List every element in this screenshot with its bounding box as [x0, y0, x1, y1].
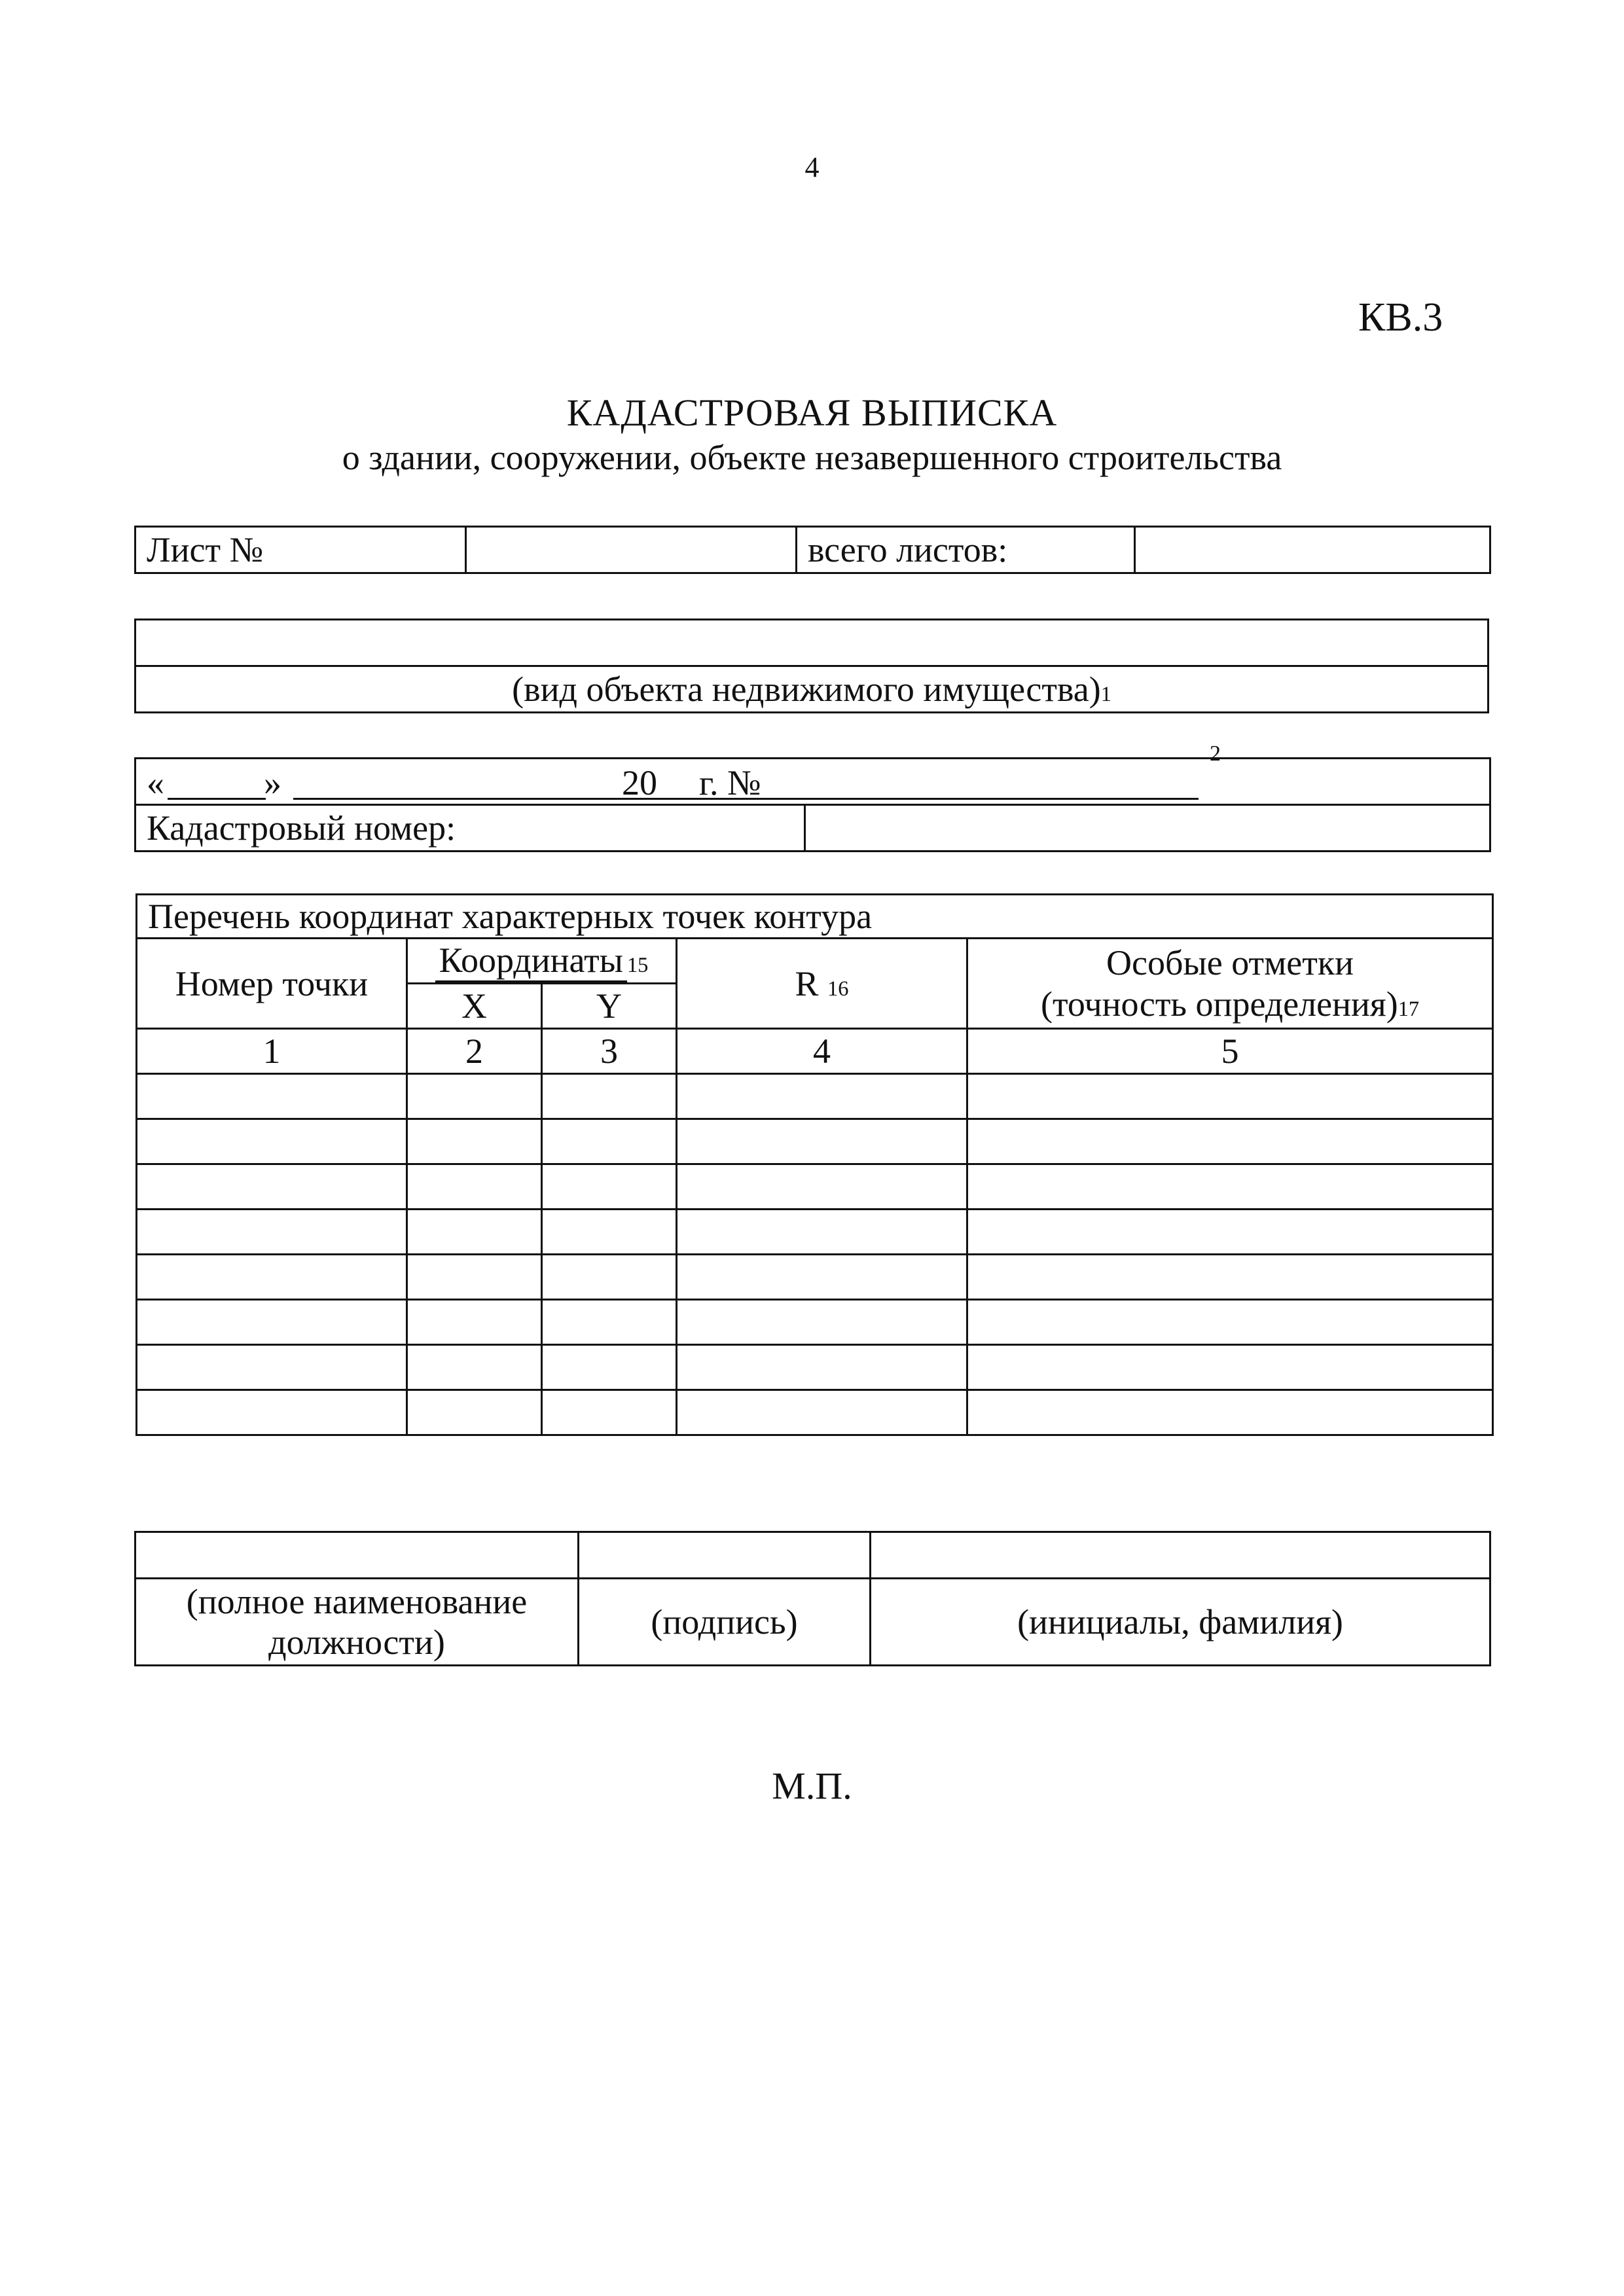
- document-subtitle: о здании, сооружении, объекте незавершенного строительства: [342, 438, 1282, 477]
- table-cell: [407, 1119, 542, 1164]
- table-cell: [542, 1255, 677, 1300]
- table-row: [137, 1300, 1493, 1345]
- form-code: КВ.3: [1358, 295, 1443, 340]
- notes-footnote: 17: [1398, 997, 1420, 1021]
- object-type-caption-text: (вид объекта недвижимого имущества): [512, 670, 1101, 709]
- table-row: [137, 1255, 1493, 1300]
- column-number: 1: [137, 1029, 407, 1074]
- table-cell: [542, 1164, 677, 1210]
- table-cell: [137, 1390, 407, 1435]
- notes-header-line1: Особые отметки: [1106, 943, 1354, 983]
- table-cell: [407, 1164, 542, 1210]
- position-caption-line2: должности): [268, 1623, 445, 1662]
- notes-header-line2: (точность определения): [1040, 984, 1398, 1024]
- x-header: X: [407, 984, 542, 1029]
- table-cell: [542, 1390, 677, 1435]
- point-number-header: Номер точки: [137, 939, 407, 1029]
- table-cell: [677, 1255, 967, 1300]
- signature-caption: (подпись): [579, 1579, 871, 1666]
- table-cell: [542, 1210, 677, 1255]
- table-cell: [967, 1255, 1493, 1300]
- cadastral-number-label: Кадастровый номер:: [135, 805, 805, 852]
- table-row: [137, 1119, 1493, 1164]
- notes-header-line2-wrap: [968, 984, 1492, 1024]
- table-cell: [407, 1390, 542, 1435]
- coordinates-footnote: 15: [626, 953, 649, 977]
- column-number: 5: [967, 1029, 1493, 1074]
- table-row: [137, 1345, 1493, 1390]
- name-caption: (инициалы, фамилия): [871, 1579, 1490, 1666]
- table-cell: [967, 1345, 1493, 1390]
- stamp-place: М.П.: [772, 1765, 852, 1807]
- date-close-quote: »: [264, 763, 281, 802]
- date-open-quote: «: [147, 763, 164, 802]
- r-header-label: R: [795, 963, 819, 1003]
- table-row: [137, 1390, 1493, 1435]
- object-type-field: [135, 620, 1489, 666]
- table-cell: [407, 1210, 542, 1255]
- date-footnote: 2: [1210, 742, 1221, 766]
- table-cell: [542, 1300, 677, 1345]
- r-header: [677, 939, 967, 1029]
- cadastral-number-field: [805, 805, 1490, 852]
- table-cell: [407, 1345, 542, 1390]
- table-cell: [137, 1164, 407, 1210]
- table-cell: [967, 1119, 1493, 1164]
- document-title: КАДАСТРОВАЯ ВЫПИСКА: [566, 391, 1058, 434]
- column-number: 4: [677, 1029, 967, 1074]
- coordinates-table: [135, 893, 1494, 1436]
- table-cell: [967, 1300, 1493, 1345]
- table-row: [137, 1210, 1493, 1255]
- object-type-footnote: 1: [1100, 683, 1111, 706]
- date-cadastral-table: [134, 742, 1491, 852]
- signature-table: [134, 1531, 1491, 1666]
- table-cell: [137, 1345, 407, 1390]
- document-number-field: [781, 798, 1199, 800]
- object-type-table: [134, 619, 1489, 713]
- day-field: [168, 798, 266, 800]
- table-row: [137, 1074, 1493, 1119]
- sheet-number-field: [466, 527, 797, 573]
- object-type-caption: [135, 666, 1489, 713]
- table-cell: [967, 1390, 1493, 1435]
- name-field: [871, 1532, 1490, 1579]
- column-number: 3: [542, 1029, 677, 1074]
- page-number: 4: [804, 151, 820, 183]
- table-cell: [407, 1074, 542, 1119]
- table-cell: [542, 1345, 677, 1390]
- table-cell: [677, 1390, 967, 1435]
- table-cell: [677, 1119, 967, 1164]
- r-footnote: 16: [827, 977, 849, 1001]
- position-field: [135, 1532, 579, 1579]
- notes-header: [967, 939, 1493, 1029]
- table-cell: [137, 1300, 407, 1345]
- table-cell: [407, 1255, 542, 1300]
- table-cell: [967, 1210, 1493, 1255]
- table-cell: [967, 1074, 1493, 1119]
- table-cell: [677, 1300, 967, 1345]
- date-century: 20: [622, 763, 657, 802]
- coordinates-header: [407, 939, 677, 984]
- table-cell: [677, 1164, 967, 1210]
- table-cell: [542, 1119, 677, 1164]
- table-cell: [137, 1255, 407, 1300]
- position-caption-line1: (полное наименование: [186, 1581, 528, 1621]
- table-cell: [137, 1074, 407, 1119]
- total-sheets-label: всего листов:: [797, 527, 1135, 573]
- table-cell: [967, 1164, 1493, 1210]
- coordinates-table-caption: Перечень координат характерных точек контура: [137, 895, 1493, 939]
- coordinates-header-label: Координаты: [435, 940, 627, 982]
- date-row: [135, 742, 1490, 805]
- column-number: 2: [407, 1029, 542, 1074]
- table-cell: [542, 1074, 677, 1119]
- date-year-number-label: г. №: [699, 763, 761, 802]
- table-cell: [137, 1210, 407, 1255]
- table-cell: [677, 1074, 967, 1119]
- table-row: [137, 1164, 1493, 1210]
- table-cell: [407, 1300, 542, 1345]
- sheet-table: [134, 526, 1491, 574]
- table-cell: [677, 1345, 967, 1390]
- total-sheets-field: [1135, 527, 1490, 573]
- table-cell: [677, 1210, 967, 1255]
- table-cell: [137, 1119, 407, 1164]
- signature-field: [579, 1532, 871, 1579]
- y-header: Y: [542, 984, 677, 1029]
- position-caption: [135, 1579, 579, 1666]
- sheet-number-label: Лист №: [135, 527, 466, 573]
